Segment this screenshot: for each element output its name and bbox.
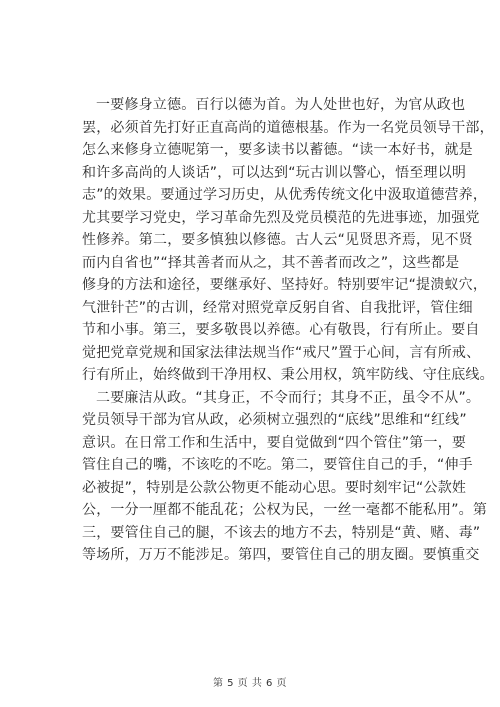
paragraph-1-line: 罢，必须首先打好正直高尚的道德根基。作为一名党员领导干部， <box>82 119 494 136</box>
paragraph-2-line: 管住自己的嘴，不该吃的不吃。第二，要管住自己的手，“伸手 <box>82 457 473 473</box>
paragraph-2-line: 公，一分一厘都不能乱花；公权为民，一丝一毫都不能私用”。第 <box>82 502 488 518</box>
paragraph-1-line: 行有所止，始终做到干净用权、秉公用权，筑牢防线、守住底线。 <box>82 367 494 383</box>
paragraph-2-line: 意识。在日常工作和生活中，要自觉做到“四个管住”第一，要 <box>82 434 467 451</box>
page-number-footer: 第 5 页 共 6 页 <box>212 678 288 689</box>
paragraph-1-line: 志”的效果。要通过学习历史，从优秀传统文化中汲取道德营养， <box>82 187 488 203</box>
paragraph-2-line: 三，要管住自己的腿，不该去的地方不去，特别是“黄、赌、毒” <box>82 524 481 541</box>
paragraph-2-line: 党员领导干部为官从政，必须树立强烈的“底线”思维和“红线” <box>82 412 467 428</box>
document-body <box>82 94 494 567</box>
paragraph-1-line: 尤其要学习党史，学习革命先烈及党员模范的先进事迹，加强党 <box>82 209 480 226</box>
paragraph-1-line: 怎么来修身立德呢第一，要多读书以蓄德。“读一本好书，就是 <box>82 142 473 158</box>
paragraph-1-line: 气泄针芒”的古训，经常对照党章反躬自省、自我批评，管住细 <box>82 299 473 316</box>
paragraph-2-line: 二要廉洁从政。“其身正，不令而行；其身不正，虽令不从”。 <box>96 389 481 406</box>
paragraph-1-line: 性修养。第二，要多慎独以修德。古人云“见贤思齐焉，见不贤 <box>82 232 473 248</box>
paragraph-1-line: 修身的方法和途径，要继承好、坚持好。特别要牢记“提溃蚁穴， <box>82 277 488 293</box>
paragraph-1-line: 一要修身立德。百行以德为首。为人处世也好，为官从政也 <box>96 97 466 113</box>
paragraph-1-line: 和许多高尚的人谈话”，可以达到“玩古训以警心，悟至理以明 <box>82 164 467 181</box>
paragraph-1-line: 觉把党章党规和国家法律法规当作“戒尺”置于心间，言有所戒、 <box>82 344 481 361</box>
paragraph-1-line: 而内自省也”“择其善者而从之，其不善者而改之”，这些都是 <box>82 254 460 271</box>
paragraph-2-line: 必被捉”，特别是公款公物更不能动心思。要时刻牢记“公款姓 <box>82 479 467 496</box>
paragraph-1-line: 节和小事。第三，要多敬畏以养德。心有敬畏，行有所止。要自 <box>82 322 480 338</box>
paragraph-2-line: 等场所，万万不能涉足。第四，要管住自己的朋友圈。要慎重交 <box>82 547 480 563</box>
